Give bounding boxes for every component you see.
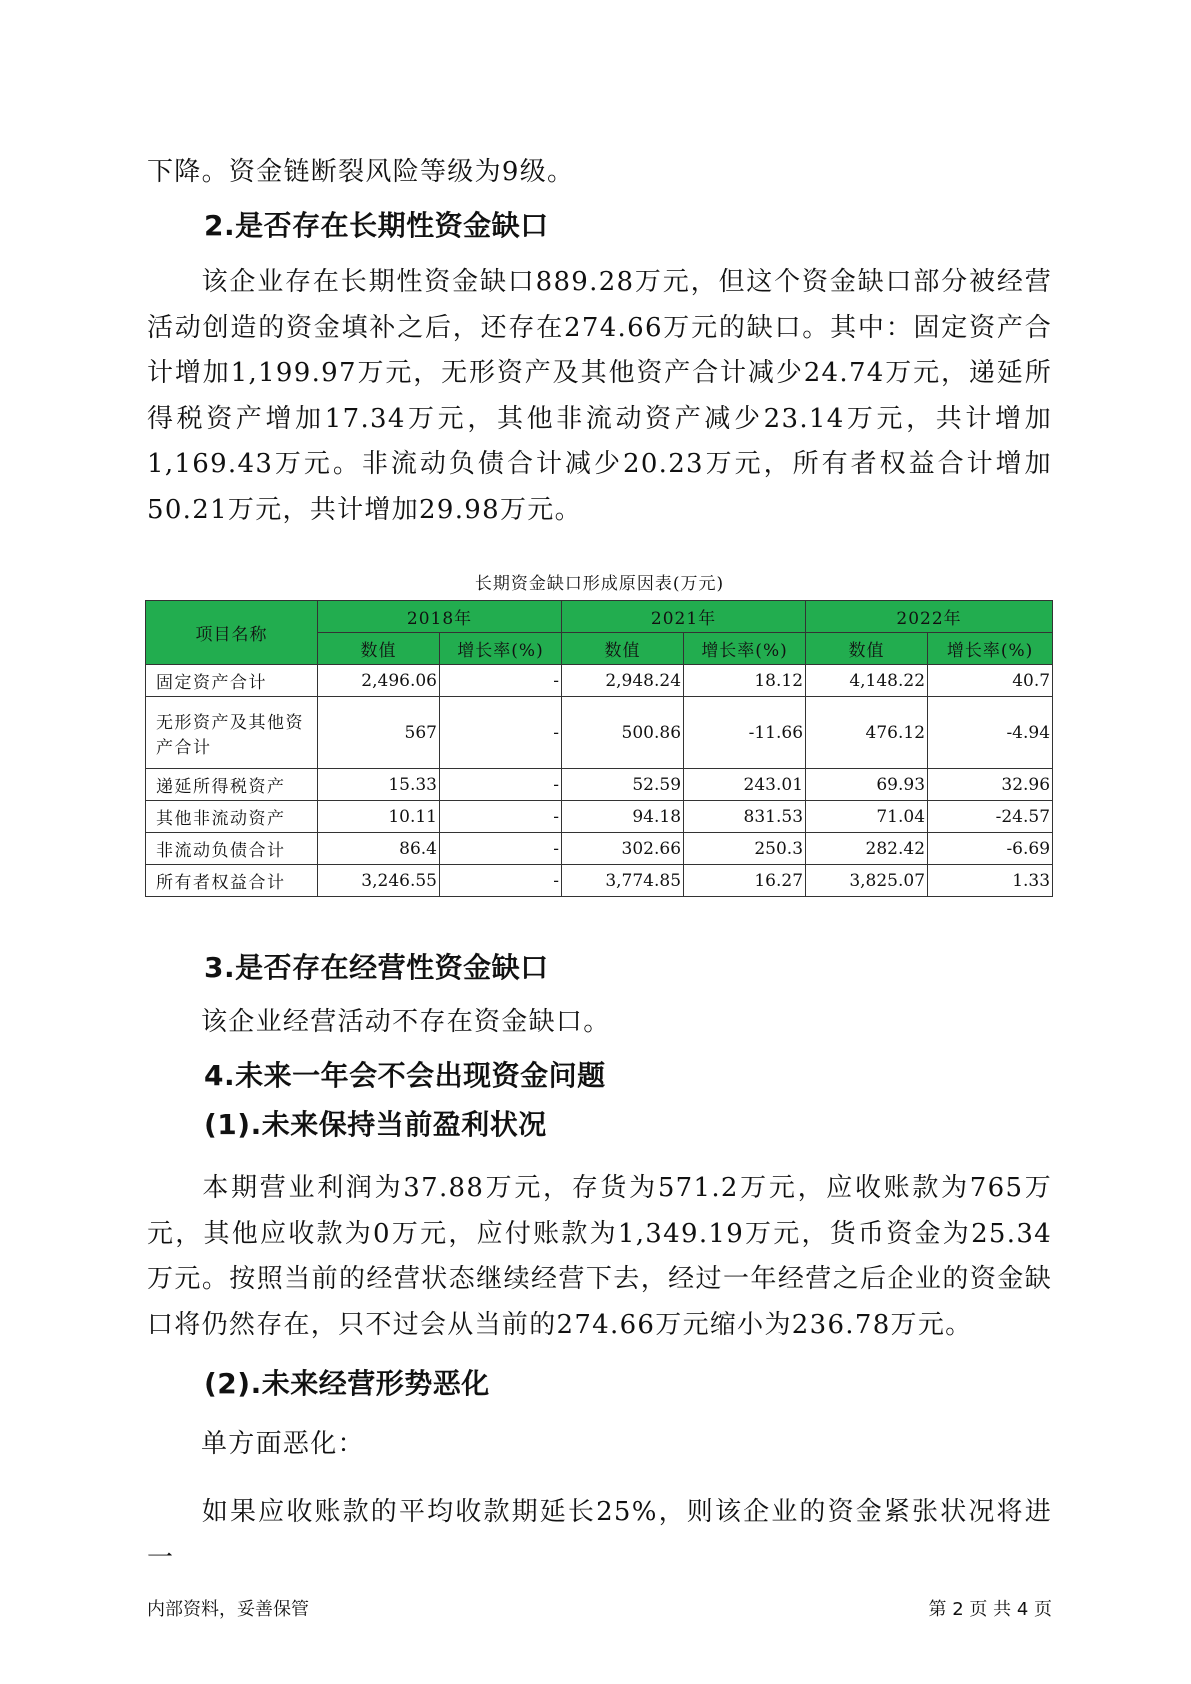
header-value: 数值	[806, 633, 928, 665]
value-cell: 282.42	[806, 833, 928, 865]
value-cell: 15.33	[318, 769, 440, 801]
row-name: 其他非流动资产	[146, 801, 318, 833]
header-year: 2021年	[562, 601, 806, 633]
header-year: 2018年	[318, 601, 562, 633]
table-row	[146, 769, 1053, 801]
value-cell: 69.93	[806, 769, 928, 801]
row-name: 无形资产及其他资产合计	[146, 697, 318, 769]
header-growth: 增长率(%)	[684, 633, 806, 665]
footer-page-number: 第 2 页 共 4 页	[928, 1599, 1052, 1620]
paragraph-long-term-gap: 该企业存在长期性资金缺口889.28万元，但这个资金缺口部分被经营活动创造的资金填补之后，还存在274.66万元的缺口。其中：固定资产合计增加1,199.97万元，无形资产及其他资产合计减少24.74万元，递延所得税资产增加17.34万元，其他非流动资产减少23.14万元，共计增加1,169.43万元。非流动负债合计减少20.23万元，所有者权益合计增加50.21万元，共计增加29.98万元。	[147, 267, 1052, 525]
growth-cell: -	[440, 697, 562, 769]
header-item-name: 项目名称	[146, 601, 318, 665]
heading-next-year: 4.未来一年会不会出现资金问题	[204, 1059, 606, 1092]
value-cell: 71.04	[806, 801, 928, 833]
growth-cell: 40.7	[928, 665, 1053, 697]
growth-cell: -	[440, 865, 562, 897]
heading-operating-gap: 3.是否存在经营性资金缺口	[204, 951, 549, 984]
value-cell: 2,496.06	[318, 665, 440, 697]
value-cell: 476.12	[806, 697, 928, 769]
growth-cell: -24.57	[928, 801, 1053, 833]
header-value: 数值	[562, 633, 684, 665]
paragraph-one-sided: 单方面恶化：	[201, 1429, 365, 1459]
growth-cell: 18.12	[684, 665, 806, 697]
growth-cell: -6.69	[928, 833, 1053, 865]
value-cell: 567	[318, 697, 440, 769]
paragraph-risk-level: 下降。资金链断裂风险等级为9级。	[147, 157, 575, 187]
growth-cell: -	[440, 665, 562, 697]
growth-cell: 831.53	[684, 801, 806, 833]
footer-confidential: 内部资料，妥善保管	[147, 1599, 309, 1620]
header-growth: 增长率(%)	[928, 633, 1053, 665]
growth-cell: -	[440, 769, 562, 801]
row-name: 非流动负债合计	[146, 833, 318, 865]
value-cell: 10.11	[318, 801, 440, 833]
table-row	[146, 665, 1053, 697]
value-cell: 302.66	[562, 833, 684, 865]
row-name: 固定资产合计	[146, 665, 318, 697]
long-term-gap-table	[145, 600, 1053, 897]
value-cell: 2,948.24	[562, 665, 684, 697]
paragraph-operating-gap: 该企业经营活动不存在资金缺口。	[201, 1007, 611, 1037]
header-year: 2022年	[806, 601, 1053, 633]
header-growth: 增长率(%)	[440, 633, 562, 665]
table-row	[146, 697, 1053, 769]
table-caption: 长期资金缺口形成原因表(万元)	[474, 574, 725, 594]
growth-cell: -	[440, 801, 562, 833]
growth-cell: 1.33	[928, 865, 1053, 897]
value-cell: 3,246.55	[318, 865, 440, 897]
value-cell: 500.86	[562, 697, 684, 769]
table-row	[146, 801, 1053, 833]
heading-keep-profit: (1).未来保持当前盈利状况	[204, 1108, 547, 1141]
growth-cell: -11.66	[684, 697, 806, 769]
growth-cell: 250.3	[684, 833, 806, 865]
value-cell: 3,825.07	[806, 865, 928, 897]
growth-cell: 243.01	[684, 769, 806, 801]
table-row	[146, 865, 1053, 897]
paragraph-keep-profit: 本期营业利润为37.88万元，存货为571.2万元，应收账款为765万元，其他应收款为0万元，应付账款为1,349.19万元，货币资金为25.34万元。按照当前的经营状态继续经营下去，经过一年经营之后企业的资金缺口将仍然存在，只不过会从当前的274.66万元缩小为236.78万元。	[147, 1173, 1052, 1340]
header-value: 数值	[318, 633, 440, 665]
heading-worsening: (2).未来经营形势恶化	[204, 1367, 490, 1400]
paragraph-receivable-extension: 如果应收账款的平均收款期延长25%，则该企业的资金紧张状况将进一	[147, 1497, 1052, 1573]
growth-cell: -	[440, 833, 562, 865]
value-cell: 3,774.85	[562, 865, 684, 897]
growth-cell: 16.27	[684, 865, 806, 897]
value-cell: 4,148.22	[806, 665, 928, 697]
row-name: 递延所得税资产	[146, 769, 318, 801]
table-row	[146, 833, 1053, 865]
growth-cell: -4.94	[928, 697, 1053, 769]
value-cell: 86.4	[318, 833, 440, 865]
value-cell: 52.59	[562, 769, 684, 801]
row-name: 所有者权益合计	[146, 865, 318, 897]
growth-cell: 32.96	[928, 769, 1053, 801]
table-header-row-years	[146, 601, 1053, 633]
value-cell: 94.18	[562, 801, 684, 833]
heading-long-term-gap: 2.是否存在长期性资金缺口	[204, 209, 549, 242]
